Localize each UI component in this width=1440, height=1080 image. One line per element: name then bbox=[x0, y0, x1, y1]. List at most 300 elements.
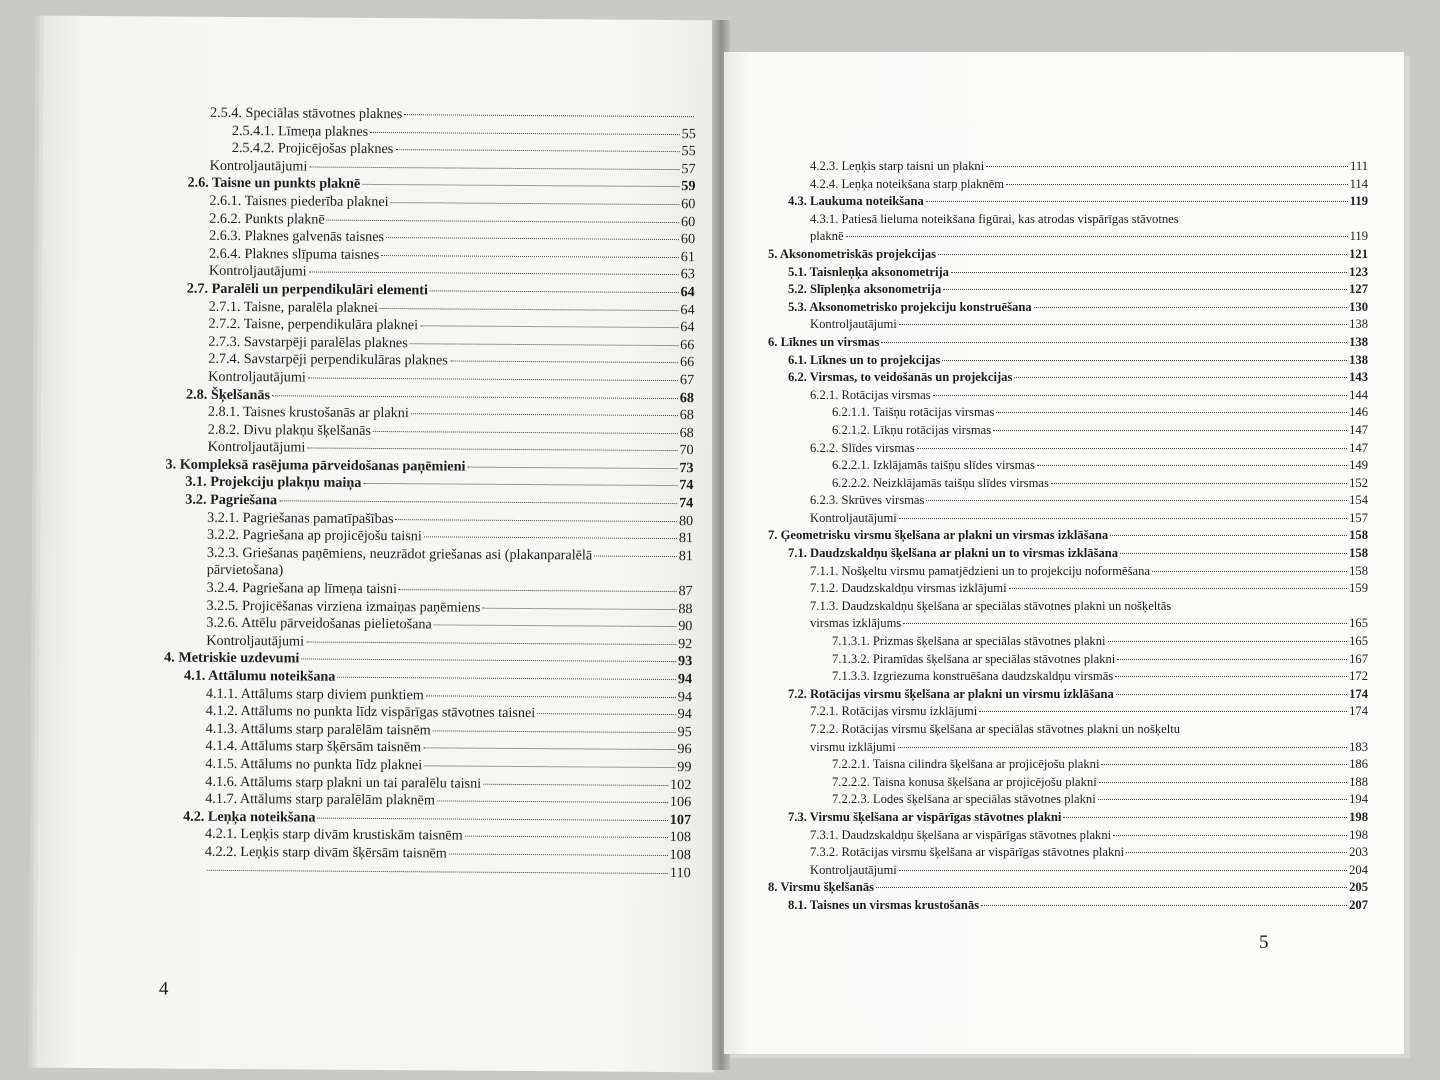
toc-entry-title: 6.2.1. Rotācijas virsmas bbox=[810, 387, 931, 402]
toc-list-right bbox=[768, 158, 1368, 915]
toc-entry-page: 81 bbox=[678, 547, 693, 565]
toc-entry bbox=[768, 703, 1368, 721]
toc-entry-title: 7. Ģeometrisku virsmu šķelšana ar plakni un virsmas izklāšana bbox=[768, 528, 1109, 543]
toc-dot-leader bbox=[433, 730, 676, 733]
toc-dot-leader bbox=[309, 272, 679, 276]
toc-entry-page: 138 bbox=[1349, 352, 1368, 367]
toc-dot-leader bbox=[308, 377, 678, 381]
toc-entry bbox=[768, 352, 1368, 370]
toc-entry-title: 4.1.5. Attālums no punkta līdz plaknei bbox=[205, 755, 423, 774]
toc-entry bbox=[768, 440, 1368, 458]
toc-entry-title: 7.2. Rotācijas virsmu šķelšana ar plakni un virsmu izklāšana bbox=[788, 686, 1114, 701]
toc-entry bbox=[768, 563, 1368, 581]
toc-dot-leader bbox=[1115, 676, 1347, 677]
toc-entry-page: 73 bbox=[679, 459, 694, 477]
toc-entry-title: 3.2.1. Pagriešanas pamatīpašības bbox=[207, 509, 394, 527]
toc-dot-leader bbox=[386, 237, 679, 240]
toc-entry-title: Kontroljautājumi bbox=[209, 157, 308, 175]
toc-entry-title: 2.8.1. Taisnes krustošanās ar plakni bbox=[207, 403, 409, 422]
toc-dot-leader bbox=[1117, 659, 1347, 660]
toc-entry-page: 70 bbox=[679, 442, 694, 459]
toc-entry bbox=[768, 158, 1368, 176]
toc-dot-leader bbox=[327, 219, 679, 222]
toc-dot-leader bbox=[396, 519, 677, 522]
toc-entry bbox=[768, 827, 1368, 845]
toc-entry-page: 59 bbox=[681, 178, 696, 195]
toc-dot-leader bbox=[380, 308, 678, 311]
toc-entry bbox=[768, 264, 1368, 282]
toc-dot-leader bbox=[1063, 817, 1347, 818]
toc-entry-title: 4. Metriskie uzdevumi bbox=[164, 649, 300, 667]
toc-entry-page: 138 bbox=[1349, 317, 1368, 332]
toc-entry-page: 165 bbox=[1349, 616, 1368, 631]
toc-entry-title: 7.2.2. Rotācijas virsmu šķelšana ar speciālas stāvotnes plakni un nošķeltu bbox=[810, 722, 1181, 736]
toc-entry-page: 60 bbox=[680, 231, 696, 248]
toc-entry bbox=[768, 862, 1368, 880]
toc-dot-leader bbox=[899, 518, 1347, 519]
toc-entry-title: Kontroljautājumi bbox=[810, 317, 897, 332]
toc-entry-title: 3.2. Pagriešana bbox=[185, 491, 278, 509]
toc-entry-page: 99 bbox=[677, 759, 692, 776]
toc-entry bbox=[768, 387, 1368, 405]
toc-dot-leader bbox=[981, 905, 1347, 906]
toc-entry-title: 7.1.1. Nošķeltu virsmu pamatjēdzieni un to projekciju noformēšana bbox=[810, 563, 1150, 578]
toc-dot-leader bbox=[411, 413, 678, 416]
toc-entry-title: 2.8.2. Divu plakņu šķelšanās bbox=[207, 421, 371, 439]
toc-entry-title: 7.2.1. Rotācijas virsmu izklājumi bbox=[810, 704, 978, 719]
toc-entry bbox=[768, 475, 1368, 493]
toc-entry-page: 94 bbox=[677, 688, 692, 705]
toc-entry bbox=[768, 369, 1368, 387]
toc-entry-page: 74 bbox=[679, 477, 694, 494]
toc-dot-leader bbox=[1101, 764, 1347, 765]
toc-entry-title: 4.1.7. Attālums starp paralēlām plaknēm bbox=[205, 790, 435, 809]
toc-entry-page: 123 bbox=[1349, 264, 1368, 279]
toc-entry-title: 7.1.2. Daudzskaldņu virsmas izklājumi bbox=[810, 581, 1007, 596]
toc-entry bbox=[768, 791, 1368, 809]
toc-dot-leader bbox=[430, 290, 679, 293]
toc-entry-page: 67 bbox=[679, 372, 695, 389]
toc-entry bbox=[768, 176, 1368, 194]
toc-entry-page: 66 bbox=[680, 354, 695, 371]
toc-dot-leader bbox=[482, 607, 676, 609]
toc-dot-leader bbox=[951, 272, 1347, 273]
page-number-left: 4 bbox=[158, 978, 169, 1000]
toc-entry bbox=[768, 457, 1368, 475]
toc-entry-title: 4.2. Leņķa noteikšana bbox=[183, 808, 316, 826]
toc-entry-page: 159 bbox=[1349, 581, 1368, 596]
toc-entry-page: 146 bbox=[1349, 405, 1368, 420]
toc-dot-leader bbox=[594, 555, 677, 557]
toc-list-left bbox=[163, 105, 696, 883]
toc-dot-leader bbox=[318, 817, 668, 820]
toc-dot-leader bbox=[1037, 465, 1347, 466]
toc-entry-page: 55 bbox=[681, 125, 696, 142]
toc-entry-title: 4.1.3. Attālums starp paralēlām taisnēm bbox=[205, 720, 431, 739]
toc-dot-leader bbox=[404, 114, 694, 117]
toc-entry bbox=[768, 422, 1368, 440]
toc-entry-title: 3.2.4. Pagriešana ap līmeņa taisni bbox=[206, 579, 398, 598]
toc-entry-page: 174 bbox=[1349, 686, 1368, 701]
toc-entry-title: 2.5.4. Speciālas stāvotnes plaknes bbox=[209, 104, 403, 123]
toc-entry-page: 143 bbox=[1349, 370, 1368, 385]
toc-entry-page: 127 bbox=[1349, 282, 1368, 297]
toc-entry-title: Kontroljautājumi bbox=[208, 263, 307, 280]
toc-entry-page: 80 bbox=[678, 512, 694, 529]
toc-entry-title: 2.7.1. Taisne, paralēla plaknei bbox=[208, 298, 379, 316]
toc-entry bbox=[768, 598, 1368, 616]
toc-entry-title: 2.6.1. Taisnes piederība plaknei bbox=[209, 192, 389, 211]
toc-entry-page: 68 bbox=[679, 389, 695, 406]
toc-dot-leader bbox=[370, 132, 679, 135]
toc-entry-page: 207 bbox=[1349, 897, 1368, 912]
toc-entry-page: 183 bbox=[1349, 739, 1368, 754]
toc-entry-title: 6.2.2.1. Izklājamās taišņu slīdes virsmas bbox=[832, 458, 1035, 473]
toc-dot-leader bbox=[381, 255, 679, 258]
toc-entry-title: 7.1.3.1. Prizmas šķelšana ar speciālas stāvotnes plakni bbox=[832, 634, 1106, 649]
toc-entry bbox=[768, 686, 1368, 704]
toc-entry-title: 4.2.2. Leņķis starp divām šķērsām taisnēm bbox=[204, 843, 447, 862]
toc-dot-leader bbox=[307, 448, 677, 452]
toc-entry bbox=[768, 633, 1368, 651]
toc-entry-title: Kontroljautājumi bbox=[207, 439, 306, 456]
toc-entry-page: 144 bbox=[1349, 387, 1368, 402]
toc-entry-title: plaknē bbox=[810, 229, 844, 244]
toc-entry-title: 4.2.1. Leņķis starp divām krustiskām taisnēm bbox=[204, 826, 463, 844]
toc-entry-page: 64 bbox=[680, 284, 695, 301]
left-page bbox=[36, 16, 721, 1073]
toc-dot-leader bbox=[899, 324, 1347, 325]
toc-dot-leader bbox=[395, 149, 679, 152]
toc-entry-page: 158 bbox=[1349, 563, 1368, 578]
toc-dot-leader bbox=[437, 801, 668, 804]
toc-entry bbox=[768, 228, 1368, 246]
toc-entry-title: 7.1.3.2. Piramīdas šķelšana ar speciālas stāvotnes plakni bbox=[832, 651, 1116, 666]
toc-entry-page: 203 bbox=[1349, 845, 1368, 860]
toc-entry bbox=[768, 897, 1368, 915]
toc-dot-leader bbox=[1014, 377, 1347, 378]
toc-entry-title: 2.6. Taisne un punkts plaknē bbox=[187, 175, 361, 193]
toc-dot-leader bbox=[1034, 307, 1347, 308]
toc-dot-leader bbox=[301, 659, 676, 663]
toc-entry bbox=[768, 651, 1368, 669]
toc-entry-title: 4.1. Attālumu noteikšana bbox=[184, 667, 336, 685]
toc-entry-page: 88 bbox=[678, 600, 693, 617]
toc-entry-page: 107 bbox=[669, 811, 692, 828]
toc-dot-leader bbox=[1126, 852, 1347, 853]
toc-entry-title: 3.2.2. Pagriešana ap projicējošu taisni bbox=[207, 527, 422, 545]
toc-entry-title: 2.8. Šķelšanās bbox=[185, 386, 271, 403]
toc-entry-title: 4.2.4. Leņķa noteikšana starp plaknēm bbox=[810, 176, 1005, 191]
toc-dot-leader bbox=[899, 870, 1347, 871]
toc-entry-title: 4.2.3. Leņķis starp taisni un plakni bbox=[810, 159, 985, 173]
toc-dot-leader bbox=[979, 711, 1347, 712]
toc-entry-title: 4.3.1. Patiesā lieluma noteikšana figūrai, kas atrodas vispārīgas stāvotnes bbox=[810, 211, 1179, 226]
toc-entry-page: 87 bbox=[678, 583, 693, 600]
toc-entry-title: 7.1.3.3. Izgriezuma konstruēšana daudzskaldņu virsmās bbox=[832, 669, 1114, 684]
toc-entry-page: 95 bbox=[677, 723, 692, 740]
toc-entry-page: 81 bbox=[678, 530, 694, 547]
toc-entry-title: 6.2. Virsmas, to veidošanās un projekcijas bbox=[788, 370, 1013, 385]
toc-entry-page: 64 bbox=[680, 301, 695, 318]
toc-entry bbox=[768, 580, 1368, 598]
toc-dot-leader bbox=[434, 625, 676, 628]
toc-entry-page: 64 bbox=[680, 319, 695, 336]
toc-dot-leader bbox=[465, 836, 668, 838]
toc-entry-title: 4.1.4. Attālums starp šķērsām taisnēm bbox=[205, 738, 422, 756]
toc-entry-title: 2.7.4. Savstarpēji perpendikulāras plaknes bbox=[208, 351, 448, 369]
toc-entry-page: 119 bbox=[1349, 229, 1368, 244]
toc-entry-page: 57 bbox=[681, 160, 696, 177]
toc-entry-page: 205 bbox=[1349, 880, 1368, 895]
toc-entry-page: 149 bbox=[1349, 458, 1368, 473]
toc-entry-title: 8.1. Taisnes un virsmas krustošanās bbox=[788, 897, 980, 912]
toc-dot-leader bbox=[424, 765, 675, 768]
toc-entry-page: 147 bbox=[1349, 422, 1368, 437]
toc-entry-page: 96 bbox=[677, 741, 692, 758]
toc-entry-title: 6.1. Līknes un to projekcijas bbox=[788, 352, 941, 367]
toc-dot-leader bbox=[306, 641, 676, 645]
toc-entry-title: 2.5.4.2. Projicējošas plaknes bbox=[231, 140, 394, 158]
toc-dot-leader bbox=[1006, 184, 1347, 185]
toc-entry-title: 7.2.2.2. Taisna konusa šķelšana ar projicējošu plakni bbox=[832, 774, 1097, 789]
toc-dot-leader bbox=[337, 677, 675, 680]
toc-entry bbox=[768, 404, 1368, 422]
toc-dot-leader bbox=[938, 254, 1347, 255]
toc-entry-title: 2.7. Paralēli un perpendikulāri elementi bbox=[186, 280, 429, 299]
toc-dot-leader bbox=[391, 202, 680, 205]
toc-entry-page: 106 bbox=[669, 794, 692, 811]
toc-entry-page: 130 bbox=[1349, 299, 1368, 314]
toc-entry-page: 110 bbox=[669, 864, 691, 881]
toc-entry-page: 92 bbox=[678, 635, 693, 653]
toc-entry-page: 119 bbox=[1349, 194, 1368, 209]
toc-entry-title: Kontroljautājumi bbox=[208, 368, 306, 386]
toc-dot-leader bbox=[424, 537, 677, 540]
toc-dot-leader bbox=[926, 500, 1347, 501]
toc-entry-title: pārvietošana) bbox=[206, 562, 284, 579]
toc-entry-page: 188 bbox=[1349, 774, 1368, 789]
toc-dot-leader bbox=[1009, 588, 1348, 589]
toc-dot-leader bbox=[846, 236, 1348, 237]
toc-entry-title: 5. Aksonometriskās projekcijas bbox=[768, 246, 937, 261]
toc-entry-page: 172 bbox=[1349, 669, 1368, 684]
toc-dot-leader bbox=[898, 747, 1347, 748]
toc-entry-title: 2.6.4. Plaknes slīpuma taisnes bbox=[208, 245, 380, 263]
toc-entry bbox=[163, 843, 691, 864]
toc-entry-title: 4.3. Laukuma noteikšana bbox=[788, 194, 924, 209]
toc-entry-title: 2.6.3. Plaknes galvenās taisnes bbox=[209, 227, 385, 246]
toc-dot-leader bbox=[537, 713, 675, 715]
toc-entry-title: Kontroljautājumi bbox=[206, 632, 305, 650]
toc-entry bbox=[768, 844, 1368, 862]
toc-entry-title: 6. Līknes un virsmas bbox=[768, 334, 880, 349]
toc-entry-title: 7.3. Virsmu šķelšana ar vispārīgas stāvotnes plakni bbox=[788, 809, 1062, 824]
toc-entry-title: 6.2.2.2. Neizklājamās taišņu slīdes virsmas bbox=[832, 475, 1049, 490]
toc-entry bbox=[768, 774, 1368, 792]
toc-entry-page: 158 bbox=[1349, 528, 1368, 543]
toc-entry-page: 74 bbox=[679, 495, 694, 512]
toc-dot-leader bbox=[1051, 483, 1347, 484]
toc-entry bbox=[768, 211, 1368, 229]
toc-entry-page: 108 bbox=[669, 846, 691, 864]
toc-entry-page: 198 bbox=[1349, 827, 1368, 842]
toc-entry-page: 165 bbox=[1349, 634, 1368, 649]
toc-entry bbox=[768, 510, 1368, 528]
toc-entry-title: 6.2.2. Slīdes virsmas bbox=[810, 440, 915, 455]
toc-entry-page: 68 bbox=[679, 407, 694, 424]
toc-dot-leader bbox=[986, 166, 1348, 167]
toc-entry-page: 167 bbox=[1349, 651, 1368, 666]
toc-dot-leader bbox=[423, 748, 675, 751]
toc-dot-leader bbox=[903, 623, 1347, 624]
toc-entry-title: 2.6.2. Punkts plaknē bbox=[209, 210, 325, 228]
toc-entry-page: 61 bbox=[680, 248, 696, 265]
toc-entry-page: 147 bbox=[1349, 440, 1368, 455]
toc-dot-leader bbox=[373, 431, 678, 434]
toc-dot-leader bbox=[1098, 799, 1347, 800]
toc-dot-leader bbox=[917, 448, 1348, 449]
toc-dot-leader bbox=[309, 166, 679, 170]
toc-dot-leader bbox=[420, 325, 678, 328]
toc-entry-title: virsmas izklājums bbox=[810, 616, 902, 631]
toc-entry-title: virsmu izklājumi bbox=[810, 739, 896, 754]
toc-entry-title: 2.7.2. Taisne, perpendikulāra plaknei bbox=[208, 315, 419, 334]
toc-entry-page: 138 bbox=[1349, 334, 1368, 349]
toc-entry-title: 7.2.2.1. Taisna cilindra šķelšana ar projicējošu plakni bbox=[832, 757, 1100, 772]
toc-entry-title: 6.2.3. Skrūves virsmas bbox=[810, 493, 925, 508]
toc-entry-page: 114 bbox=[1349, 176, 1368, 191]
toc-entry-page: 194 bbox=[1349, 792, 1368, 807]
toc-entry bbox=[768, 739, 1368, 757]
toc-dot-leader bbox=[410, 343, 678, 346]
page-number-right: 5 bbox=[1259, 932, 1269, 953]
toc-dot-leader bbox=[1113, 835, 1347, 836]
toc-entry bbox=[768, 281, 1368, 299]
toc-entry-page: 158 bbox=[1349, 546, 1368, 561]
toc-entry bbox=[768, 527, 1368, 545]
toc-entry bbox=[768, 809, 1368, 827]
toc-dot-leader bbox=[993, 430, 1347, 431]
toc-dot-leader bbox=[426, 695, 676, 698]
toc-entry-title: 7.1. Daudzskaldņu šķelšana ar plakni un to virsmas izklāšana bbox=[788, 546, 1119, 561]
toc-dot-leader bbox=[399, 589, 677, 592]
toc-entry bbox=[163, 861, 691, 882]
toc-entry-page: 68 bbox=[679, 424, 694, 441]
toc-entry-page: 157 bbox=[1349, 510, 1368, 525]
toc-dot-leader bbox=[943, 289, 1347, 290]
toc-entry-page: 60 bbox=[681, 196, 696, 213]
toc-entry-title: 4.1.2. Attālums no punkta līdz vispārīgas stāvotnes taisnei bbox=[205, 702, 536, 722]
toc-dot-leader bbox=[942, 360, 1347, 361]
toc-dot-leader bbox=[881, 342, 1347, 343]
toc-entry-title: 7.1.3. Daudzskaldņu šķelšana ar speciālas stāvotnes plakni un nošķeltās bbox=[810, 598, 1172, 613]
toc-entry bbox=[768, 316, 1368, 334]
toc-entry-page: 102 bbox=[669, 776, 692, 793]
toc-entry bbox=[768, 615, 1368, 633]
toc-entry bbox=[768, 299, 1368, 317]
toc-entry-title: 4.1.6. Attālums starp plakni un tai paralēlu taisni bbox=[205, 773, 482, 792]
toc-entry-title: 3.2.5. Projicēšanas virziena izmaiņas paņēmiens bbox=[206, 597, 481, 616]
toc-entry-title: 7.3.2. Rotācijas virsmu šķelšana ar vispārīgas stāvotnes plakni bbox=[810, 845, 1125, 860]
toc-entry-title: 5.2. Slīpleņķa aksonometrija bbox=[788, 282, 942, 297]
toc-entry-page: 55 bbox=[681, 143, 696, 160]
toc-dot-leader bbox=[279, 500, 677, 504]
toc-entry-page: 121 bbox=[1349, 246, 1368, 261]
toc-entry bbox=[768, 492, 1368, 510]
toc-dot-leader bbox=[926, 201, 1348, 202]
toc-entry-title: 7.2.2.3. Lodes šķelšana ar speciālas stāvotnes plakni bbox=[832, 792, 1096, 807]
toc-entry bbox=[768, 334, 1368, 352]
toc-entry-page: 198 bbox=[1349, 809, 1368, 824]
toc-entry-page: 108 bbox=[669, 829, 692, 846]
toc-entry-page: 174 bbox=[1349, 704, 1368, 719]
toc-entry-title: 8. Virsmu šķelšanās bbox=[768, 880, 875, 895]
toc-dot-leader bbox=[1099, 782, 1347, 783]
toc-entry-page: 204 bbox=[1349, 862, 1368, 877]
toc-entry bbox=[768, 545, 1368, 563]
toc-dot-leader bbox=[996, 412, 1347, 413]
toc-entry-page: 60 bbox=[681, 213, 696, 230]
toc-entry-page: 66 bbox=[680, 336, 695, 353]
toc-entry-title: 7.3.1. Daudzskaldņu šķelšana ar vispārīgas stāvotnes plakni bbox=[810, 827, 1112, 842]
toc-dot-leader bbox=[207, 869, 668, 873]
toc-dot-leader bbox=[362, 184, 679, 187]
toc-dot-leader bbox=[1116, 694, 1347, 695]
toc-entry bbox=[768, 668, 1368, 686]
toc-dot-leader bbox=[483, 783, 668, 785]
toc-entry-title: 5.1. Taisnleņķa aksonometrija bbox=[788, 264, 949, 279]
toc-entry-page: 154 bbox=[1349, 493, 1368, 508]
toc-dot-leader bbox=[933, 395, 1347, 396]
toc-entry-page: 63 bbox=[680, 266, 695, 283]
toc-dot-leader bbox=[1108, 641, 1348, 642]
toc-entry-page: 152 bbox=[1349, 475, 1368, 490]
toc-entry-title: 4.1.1. Attālums starp diviem punktiem bbox=[205, 685, 424, 703]
toc-entry-title: 6.2.1.2. Līkņu rotācijas virsmas bbox=[832, 422, 992, 437]
toc-entry-page: 186 bbox=[1349, 757, 1368, 772]
toc-dot-leader bbox=[1120, 553, 1347, 554]
toc-entry-title: 3.1. Projekciju plakņu maiņa bbox=[185, 474, 362, 492]
toc-entry bbox=[768, 246, 1368, 264]
toc-entry-title: 2.7.3. Savstarpēji paralēlas plaknes bbox=[208, 333, 408, 351]
toc-dot-leader bbox=[363, 483, 677, 486]
toc-dot-leader bbox=[876, 887, 1347, 888]
toc-entry-title: 3. Kompleksā rasējuma pārveidošanas paņēmieni bbox=[165, 456, 466, 475]
toc-entry bbox=[768, 879, 1368, 897]
toc-dot-leader bbox=[272, 395, 678, 399]
toc-dot-leader bbox=[450, 361, 678, 364]
toc-entry bbox=[768, 193, 1368, 211]
toc-entry-title: Kontroljautājumi bbox=[810, 510, 897, 525]
toc-entry-title: 3.2.6. Attēlu pārveidošanas pielietošana bbox=[206, 615, 432, 633]
toc-dot-leader bbox=[449, 853, 668, 856]
toc-dot-leader bbox=[1152, 571, 1347, 572]
toc-entry-title: 3.2.3. Griešanas paņēmiens, neuzrādot griešanas asi (plakanparalēlā bbox=[206, 544, 593, 564]
toc-entry-page: 94 bbox=[677, 706, 692, 723]
toc-entry-title: 2.5.4.1. Līmeņa plaknes bbox=[231, 122, 369, 140]
toc-entry-page: 93 bbox=[677, 653, 693, 670]
toc-entry-page: 111 bbox=[1350, 159, 1368, 173]
toc-entry bbox=[768, 756, 1368, 774]
toc-entry-title: Kontroljautājumi bbox=[810, 862, 897, 877]
toc-entry-title: 5.3. Aksonometrisko projekciju konstruēšana bbox=[788, 299, 1032, 314]
toc-dot-leader bbox=[1110, 535, 1347, 536]
right-page bbox=[724, 52, 1404, 1054]
toc-entry-page: 90 bbox=[678, 618, 693, 635]
toc-entry bbox=[768, 721, 1368, 739]
toc-dot-leader bbox=[467, 466, 677, 468]
